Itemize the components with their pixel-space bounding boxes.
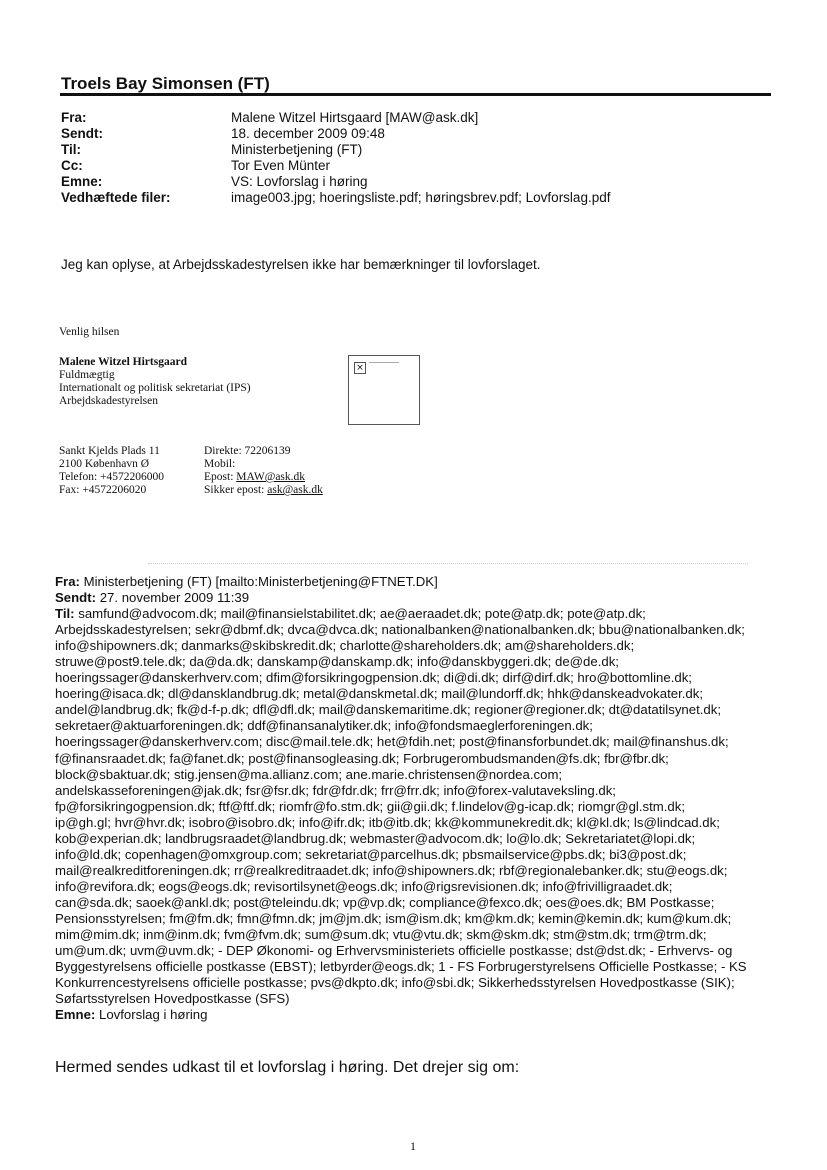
forward-from-value: Ministerbetjening (FT) [mailto:Ministerbetjening@FTNET.DK] [83, 574, 438, 589]
recipient-line: ip@gh.gl; hvr@hvr.dk; isobro@isobro.dk; info@ifr.dk; itb@itb.dk; kk@kommunekredit.dk; kl@kl.dk; ls@lindcad.dk; [55, 814, 720, 830]
recipient-line: Arbejdsskadestyrelsen; sekr@dbmf.dk; dvca@dvca.dk; nationalbanken@nationalbanken.dk; bbu@nationalbanken.dk; [55, 622, 745, 638]
signature-organization: Arbejdskadestyrelsen [59, 395, 158, 407]
contact-email-row [204, 471, 323, 484]
forward-subject-label: Emne: [55, 1007, 96, 1023]
recipient-line: can@sda.dk; saoek@ankl.dk; post@teleindu.dk; vp@vp.dk; compliance@fexco.dk; oes@oes.dk; BM Postkasse; [55, 894, 715, 910]
recipient-line: info@ld.dk; copenhagen@omxgroup.com; sekretariat@parcelhus.dk; pbsmailservice@pbs.dk; bi3@post.dk; [55, 846, 687, 862]
signature-contact [204, 445, 323, 497]
recipient-line: fp@forsikringogpension.dk; ftf@ftf.dk; riomfr@fo.stm.dk; gii@gii.dk; f.lindelov@g-icap.dk; riomgr@gl.stm.dk; [55, 798, 686, 814]
forward-subject-row [55, 1007, 790, 1023]
header-row-from [61, 110, 610, 126]
recipient-line: mail@realkreditforeningen.dk; rr@realkreditraadet.dk; info@shipowners.dk; rbf@regionalebanker.dk; stu@eogs.dk; [55, 862, 728, 878]
header-row-cc [61, 158, 610, 174]
recipient-line: Pensionsstyrelsen; fm@fm.dk; fmn@fmn.dk; jm@jm.dk; ism@ism.dk; km@km.dk; kemin@kemin.dk; kum@kum.dk; [55, 910, 732, 926]
recipient-line: Søfartsstyrelsen Hovedpostkasse (SFS) [55, 991, 290, 1007]
forward-sent-value: 27. november 2009 11:39 [99, 590, 250, 606]
contact-mobile: Mobil: [204, 458, 236, 470]
forward-from-row [55, 574, 790, 590]
header-row-to [61, 142, 610, 158]
header-value: Ministerbetjening (FT) [231, 142, 363, 157]
contact-secure-email-row [204, 484, 323, 497]
signature-title: Fuldmægtig [59, 369, 115, 381]
recipient-line: info@shipowners.dk; danmarks@skibskredit.dk; charlotte@shareholders.dk; am@shareholders.dk; [55, 638, 635, 654]
contact-secure-email-label: Sikker epost: [204, 484, 268, 496]
recipient-line: struwe@post9.tele.dk; da@da.dk; danskamp@danskamp.dk; info@danskbyggeri.dk; de@de.dk; [55, 654, 619, 670]
recipient-line: info@revifora.dk; eogs@eogs.dk; revisortilsynet@eogs.dk; info@rigsrevisionen.dk; info@frivilligraadet.dk; [55, 878, 673, 894]
signature-department: Internationalt og politisk sekretariat (IPS) [59, 382, 251, 394]
forward-subject-value: Lovforslag i høring [98, 1007, 208, 1023]
header-label: Cc: [61, 158, 83, 173]
body-text: Hermed sendes udkast til et lovforslag i høring. Det drejer sig om: [55, 1059, 520, 1076]
forward-to-row [55, 606, 790, 622]
forward-sent-label: Sendt: [55, 590, 97, 606]
recipient-line: sekretaer@aktuarforeningen.dk; ddf@finansanalytiker.dk; info@fondsmaeglerforeningen.dk; [55, 718, 593, 734]
contact-email-label: Epost: [204, 471, 237, 483]
address-phone: Telefon: +4572206000 [59, 471, 165, 483]
contact-direct: Direkte: 72206139 [204, 445, 291, 457]
header-value: VS: Lovforslag i høring [231, 174, 368, 189]
recipient-line: f@finansraadet.dk; fa@fanet.dk; post@finansogleasing.dk; Forbrugerombudsmanden@fs.dk; fbr@fbr.dk; [55, 750, 669, 766]
header-value: image003.jpg; hoeringsliste.pdf; høringsbrev.pdf; Lovforslag.pdf [231, 190, 611, 205]
broken-image-icon: × [354, 362, 366, 374]
forward-sent-row [55, 590, 790, 606]
page-number: 1 [410, 1139, 416, 1153]
header-value: Tor Even Münter [231, 158, 331, 173]
email-header [61, 110, 610, 206]
recipient-line: hoeringssager@danskerhverv.com; dfim@forsikringogpension.dk; di@di.dk; dirf@dirf.dk; hro@bottomline.dk; [55, 670, 692, 686]
header-row-sent [61, 126, 610, 142]
header-label: Emne: [61, 174, 103, 189]
intro-text: Jeg kan oplyse, at Arbejdsskadestyrelsen ikke har bemærkninger til lovforslaget. [61, 257, 541, 272]
header-label: Vedhæftede filer: [61, 190, 171, 205]
placeholder-dash [369, 362, 399, 363]
signature-name: Malene Witzel Hirtsgaard [59, 356, 187, 368]
document-owner-name: Troels Bay Simonsen (FT) [61, 74, 270, 93]
recipient-line: Byggestyrelsens officielle postkasse (EBST); letbyrder@eogs.dk; 1 - FS Forbrugerstyrelsens Officielle Postkasse; - KS [55, 959, 747, 975]
recipient-line: um@um.dk; uvm@uvm.dk; - DEP Økonomi- og Erhvervsministeriets officielle postkasse; dst@dst.dk; - Erhvervs- og [55, 943, 733, 959]
header-label: Fra: [61, 110, 87, 125]
recipient-line: hoering@isaca.dk; dl@dansklandbrug.dk; metal@danskmetal.dk; mail@lundorff.dk; hhk@danskeadvokater.dk; [55, 686, 704, 702]
signature-image-placeholder [348, 355, 420, 425]
contact-secure-email-link[interactable]: ask@ask.dk [267, 484, 323, 496]
recipient-line: mim@mim.dk; inm@inm.dk; fvm@fvm.dk; sum@sum.dk; vtu@vtu.dk; skm@skm.dk; stm@stm.dk; trm@trm.dk; [55, 927, 707, 943]
owner-divider [60, 93, 771, 96]
recipient-line: andel@landbrug.dk; fk@d-f-p.dk; dfl@dfl.dk; mail@danskemaritime.dk; regioner@regioner.dk; dt@datatilsynet.dk; [55, 702, 722, 718]
signature-block [59, 356, 251, 408]
recipient-line: andelskasseforeningen@jak.dk; fsr@fsr.dk; fdr@fdr.dk; frr@frr.dk; info@forex-valutaveksling.dk; [55, 782, 616, 798]
recipient-line: samfund@advocom.dk; mail@finansielstabilitet.dk; ae@aeraadet.dk; pote@atp.dk; pote@atp.dk; [78, 606, 646, 622]
signature-greeting: Venlig hilsen [59, 326, 120, 338]
address-street: Sankt Kjelds Plads 11 [59, 445, 160, 457]
forward-to-label: Til: [55, 606, 75, 622]
header-value: Malene Witzel Hirtsgaard [MAW@ask.dk] [231, 110, 479, 125]
address-city: 2100 København Ø [59, 458, 150, 470]
forward-from-label: Fra: [55, 574, 80, 589]
header-label: Sendt: [61, 126, 103, 141]
recipient-line: kob@experian.dk; landbrugsraadet@landbrug.dk; webmaster@advocom.dk; lo@lo.dk; Sekretariatet@lopi.dk; [55, 830, 696, 846]
header-label: Til: [61, 142, 81, 157]
forward-separator [148, 563, 748, 564]
recipient-line: hoeringssager@danskerhverv.com; disc@mail.tele.dk; het@fdih.net; post@finansforbundet.dk; mail@finanshus.dk; [55, 734, 729, 750]
recipient-line: block@sbaktuar.dk; stig.jensen@ma.allianz.com; ane.marie.christensen@nordea.com; [55, 766, 563, 782]
header-row-attachments [61, 190, 610, 206]
contact-email-link[interactable]: MAW@ask.dk [236, 471, 306, 483]
header-value: 18. december 2009 09:48 [231, 126, 385, 141]
forwarded-message-header [55, 574, 790, 1023]
recipient-line: Konkurrencestyrelsens officielle postkasse; pvs@dkpto.dk; info@sbi.dk; Sikkerhedsstyrelsen Hovedpostkasse (SIK); [55, 975, 735, 991]
signature-address [59, 445, 164, 497]
header-row-subject [61, 174, 610, 190]
address-fax: Fax: +4572206020 [59, 484, 147, 496]
